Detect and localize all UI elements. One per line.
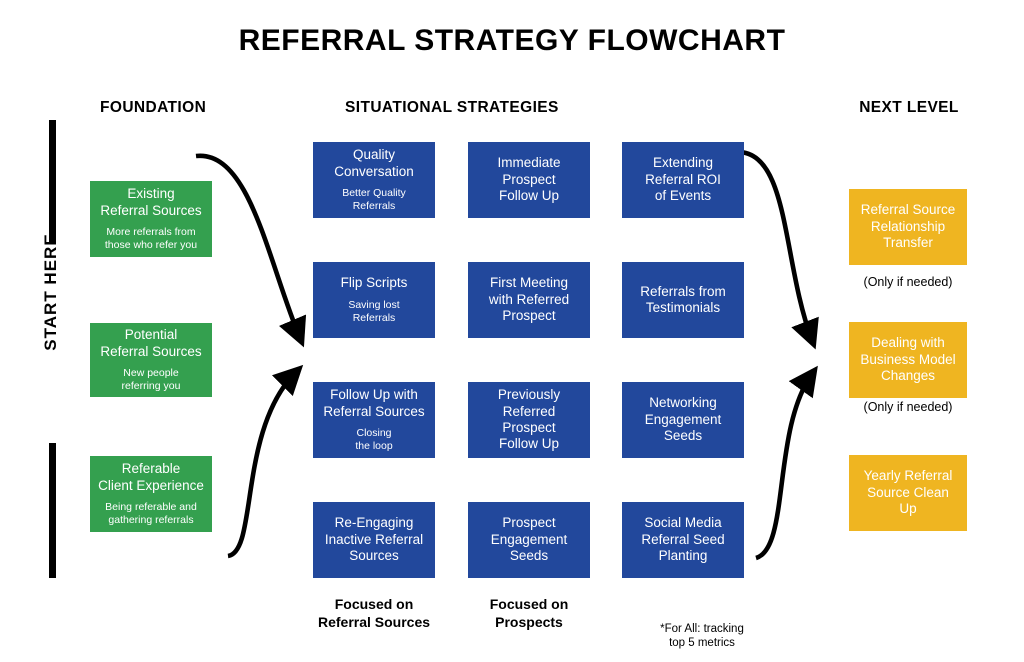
situational-box-referrals-from-testimonials[interactable] <box>622 262 744 338</box>
situational-box-immediate-prospect-follow-up[interactable] <box>468 142 590 218</box>
box-subtitle: New people referring you <box>121 367 181 392</box>
footer-focused-on-prospects: Focused on Prospects <box>489 596 569 630</box>
foundation-box-existing-referral-sources[interactable] <box>90 181 212 257</box>
next-level-box-yearly-referral-source-clean-up[interactable] <box>849 455 967 531</box>
footer-focused-on-referral-sources: Focused on Referral Sources <box>317 596 431 630</box>
foundation-box-potential-referral-sources[interactable] <box>90 323 212 397</box>
box-title: Quality Conversation <box>334 147 414 179</box>
situational-box-social-media-referral-seed-planting[interactable] <box>622 502 744 578</box>
situational-box-extending-referral-roi-of-events[interactable] <box>622 142 744 218</box>
situational-box-flip-scripts[interactable] <box>313 262 435 338</box>
box-title: Potential Referral Sources <box>100 327 202 359</box>
situational-box-follow-up-with-referral-sources[interactable] <box>313 382 435 458</box>
box-subtitle: More referrals from those who refer you <box>104 226 198 251</box>
situational-box-prospect-engagement-seeds[interactable] <box>468 502 590 578</box>
box-title: Previously Referred Prospect Follow Up <box>497 387 561 452</box>
box-title: Social Media Referral Seed Planting <box>641 515 725 564</box>
column-header-foundation: FOUNDATION <box>100 99 207 116</box>
next-level-box-dealing-with-business-model-changes[interactable] <box>849 322 967 398</box>
column-header-situational: SITUATIONAL STRATEGIES <box>345 99 559 116</box>
box-title: First Meeting with Referred Prospect <box>488 275 570 324</box>
situational-box-re-engaging-inactive-referral-sources[interactable] <box>313 502 435 578</box>
column-header-next-level: NEXT LEVEL <box>859 99 959 116</box>
situational-box-networking-engagement-seeds[interactable] <box>622 382 744 458</box>
box-title: Referral Source Relationship Transfer <box>860 202 956 251</box>
box-subtitle: Saving lost Referrals <box>348 298 400 324</box>
box-title: Networking Engagement Seeds <box>644 395 722 444</box>
situational-box-first-meeting-with-referred-prospect[interactable] <box>468 262 590 338</box>
box-title: Re-Engaging Inactive Referral Sources <box>324 515 424 564</box>
box-title: Follow Up with Referral Sources <box>323 387 425 419</box>
page-title: REFERRAL STRATEGY FLOWCHART <box>238 24 786 57</box>
next-level-box-referral-source-relationship-transfer[interactable] <box>849 189 967 265</box>
box-title: Dealing with Business Model Changes <box>860 335 956 384</box>
box-title: Immediate Prospect Follow Up <box>497 155 561 204</box>
box-subtitle: Closing the loop <box>355 427 393 452</box>
box-title: Existing Referral Sources <box>100 186 202 218</box>
box-subtitle: Being referable and gathering referrals <box>105 501 197 526</box>
box-title: Flip Scripts <box>340 275 408 291</box>
foundation-box-referable-client-experience[interactable] <box>90 456 212 532</box>
box-title: Yearly Referral Source Clean Up <box>863 468 953 517</box>
start-here-label: START HERE <box>41 233 60 351</box>
box-title: Extending Referral ROI of Events <box>645 155 721 204</box>
next-level-caption-transfer: (Only if needed) <box>863 275 953 289</box>
box-title: Prospect Engagement Seeds <box>490 515 568 564</box>
start-here-rail-top <box>49 120 56 242</box>
box-title: Referable Client Experience <box>98 461 204 493</box>
footer-note-metrics: *For All: tracking top 5 metrics <box>660 623 744 650</box>
situational-box-previously-referred-prospect-follow-up[interactable] <box>468 382 590 458</box>
box-title: Referrals from Testimonials <box>640 283 726 315</box>
situational-box-quality-conversation[interactable] <box>313 142 435 218</box>
start-here-rail-bottom <box>49 443 56 578</box>
box-subtitle: Better Quality Referrals <box>342 187 406 212</box>
next-level-caption-dealing: (Only if needed) <box>863 400 953 414</box>
